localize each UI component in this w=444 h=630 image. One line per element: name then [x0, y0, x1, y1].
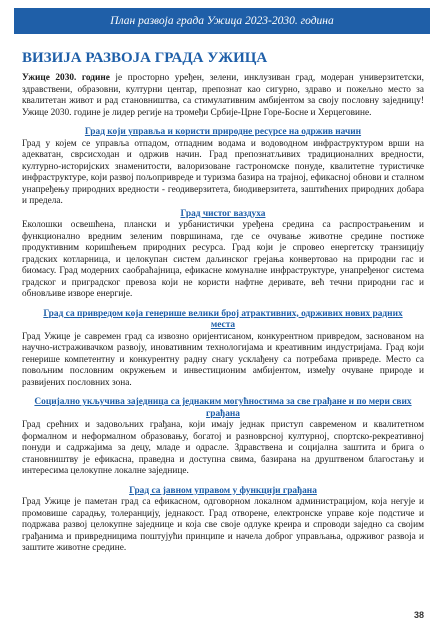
intro-lead: Ужице 2030. године: [22, 73, 110, 83]
page-content: [22, 50, 424, 555]
intro-paragraph: [22, 73, 424, 119]
section-heading-economy: Град са привредом која генерише велики број атрактивних, одрживих нових радних места: [43, 308, 403, 330]
header-title: План развоја града Ужица 2023-2030. година: [110, 15, 334, 27]
section-text-resources: Град у којем се управља отпадом, отпадним водама и водоводном инфраструктуром врши на адекватан, сврсисходан и одржив начин. Град препознатљивих традиционалних вредности, културно-историјских знаменитости, валоризоване гастрономске понуде, квалитетне туристичке инфраструктуре, који развој пољопривреде и туризма базира на трајној, ефикасној обнови и сталном унапређењу природних вредности - геодиверзитета, биодиверзитета, заштићених природних добара и предела.: [22, 138, 424, 206]
vision-heading: ВИЗИЈА РАЗВОЈА ГРАДА УЖИЦА: [22, 50, 268, 66]
section-text-social: Град срећних и задовољних грађана, који имају једнак приступ савременом и квалитетном формалном и неформалном образовању, богатој и разноврсној културној, спортско-рекреативној понуди и садржајима за децу, младе и одрасле. Здравствена и социјална заштита и брига о становништву је ефикасна, праведна и доступна свима, базирана на друштвеном благостању и интересима целокупне локалне заједнице.: [22, 420, 424, 476]
intro-text: је просторно уређен, зелени, инклузиван град, модеран универзитетски, здравствени, образовни, културни центар, препознат као сигурно, здраво и пожељно место за квалитетан живот и рад становништва, са стимулативним амбијентом за своју пословну заједницу! Ужице 2030. године је лидер регије на тромеђи Србије-Црне Горе-Босне и Херцеговине.: [22, 73, 424, 118]
section-heading-resources: Град који управља и користи природне ресурсе на одржив начин: [84, 127, 362, 137]
section-text-clean-air: Еколошки освешћена, плански и урбанистички уређена средина са распрострањеним и функционално вредним зеленим површинама, где се очување животне средине постиже продуктивним коришћењем природних ресурса. Град који је спровео енергетску транзицију градских котларница, и целокупан систем даљинског грејања конвертовао на природни гас и биомасу. Град модерних саобраћајница, ефикасне комуналне инфраструктуре, унапређеног система градског и приградског превоза који не користи нафтне деривате, већ течни природни гас и обновљиве изворе енергије.: [22, 220, 424, 299]
section-heading-clean-air: Град чистог ваздуха: [180, 208, 266, 219]
section-text-economy: Град Ужице је савремен град са извозно оријентисаном, конкурентном привредом, заснованом на научно-истраживачком развоју, иновативним технологијама и креативним индустријама. Град који генерише компетентну и конкурентну радну снагу усклађену са потребама привреде. Место са повољним пословним окружењем и инвестиционим амбијентом, између очуване природе и развијених пословних зона.: [22, 331, 424, 388]
section-heading-administration: Град са јавном управом у функцији грађана: [129, 485, 317, 496]
page-header: [14, 8, 430, 34]
section-heading-social: Социјално укључива заједница са једнаким могућностима за све грађане и по мери свих грађана: [34, 397, 412, 419]
page-number: 38: [413, 610, 424, 620]
section-text-administration: Град Ужице је паметан град са ефикасном, одговорном локалном администрацијом, која негује и промовише сарадњу, толеранцију, једнакост. Град отворене, електронске управе које подстиче и подржава развој целокупне заједнице и која све своје одлуке креира и спроводи заједно са својим грађанима и привредницима поштујући принципе и начела доброг управљања, одрживог развоја и заштите животне средине.: [22, 497, 424, 553]
